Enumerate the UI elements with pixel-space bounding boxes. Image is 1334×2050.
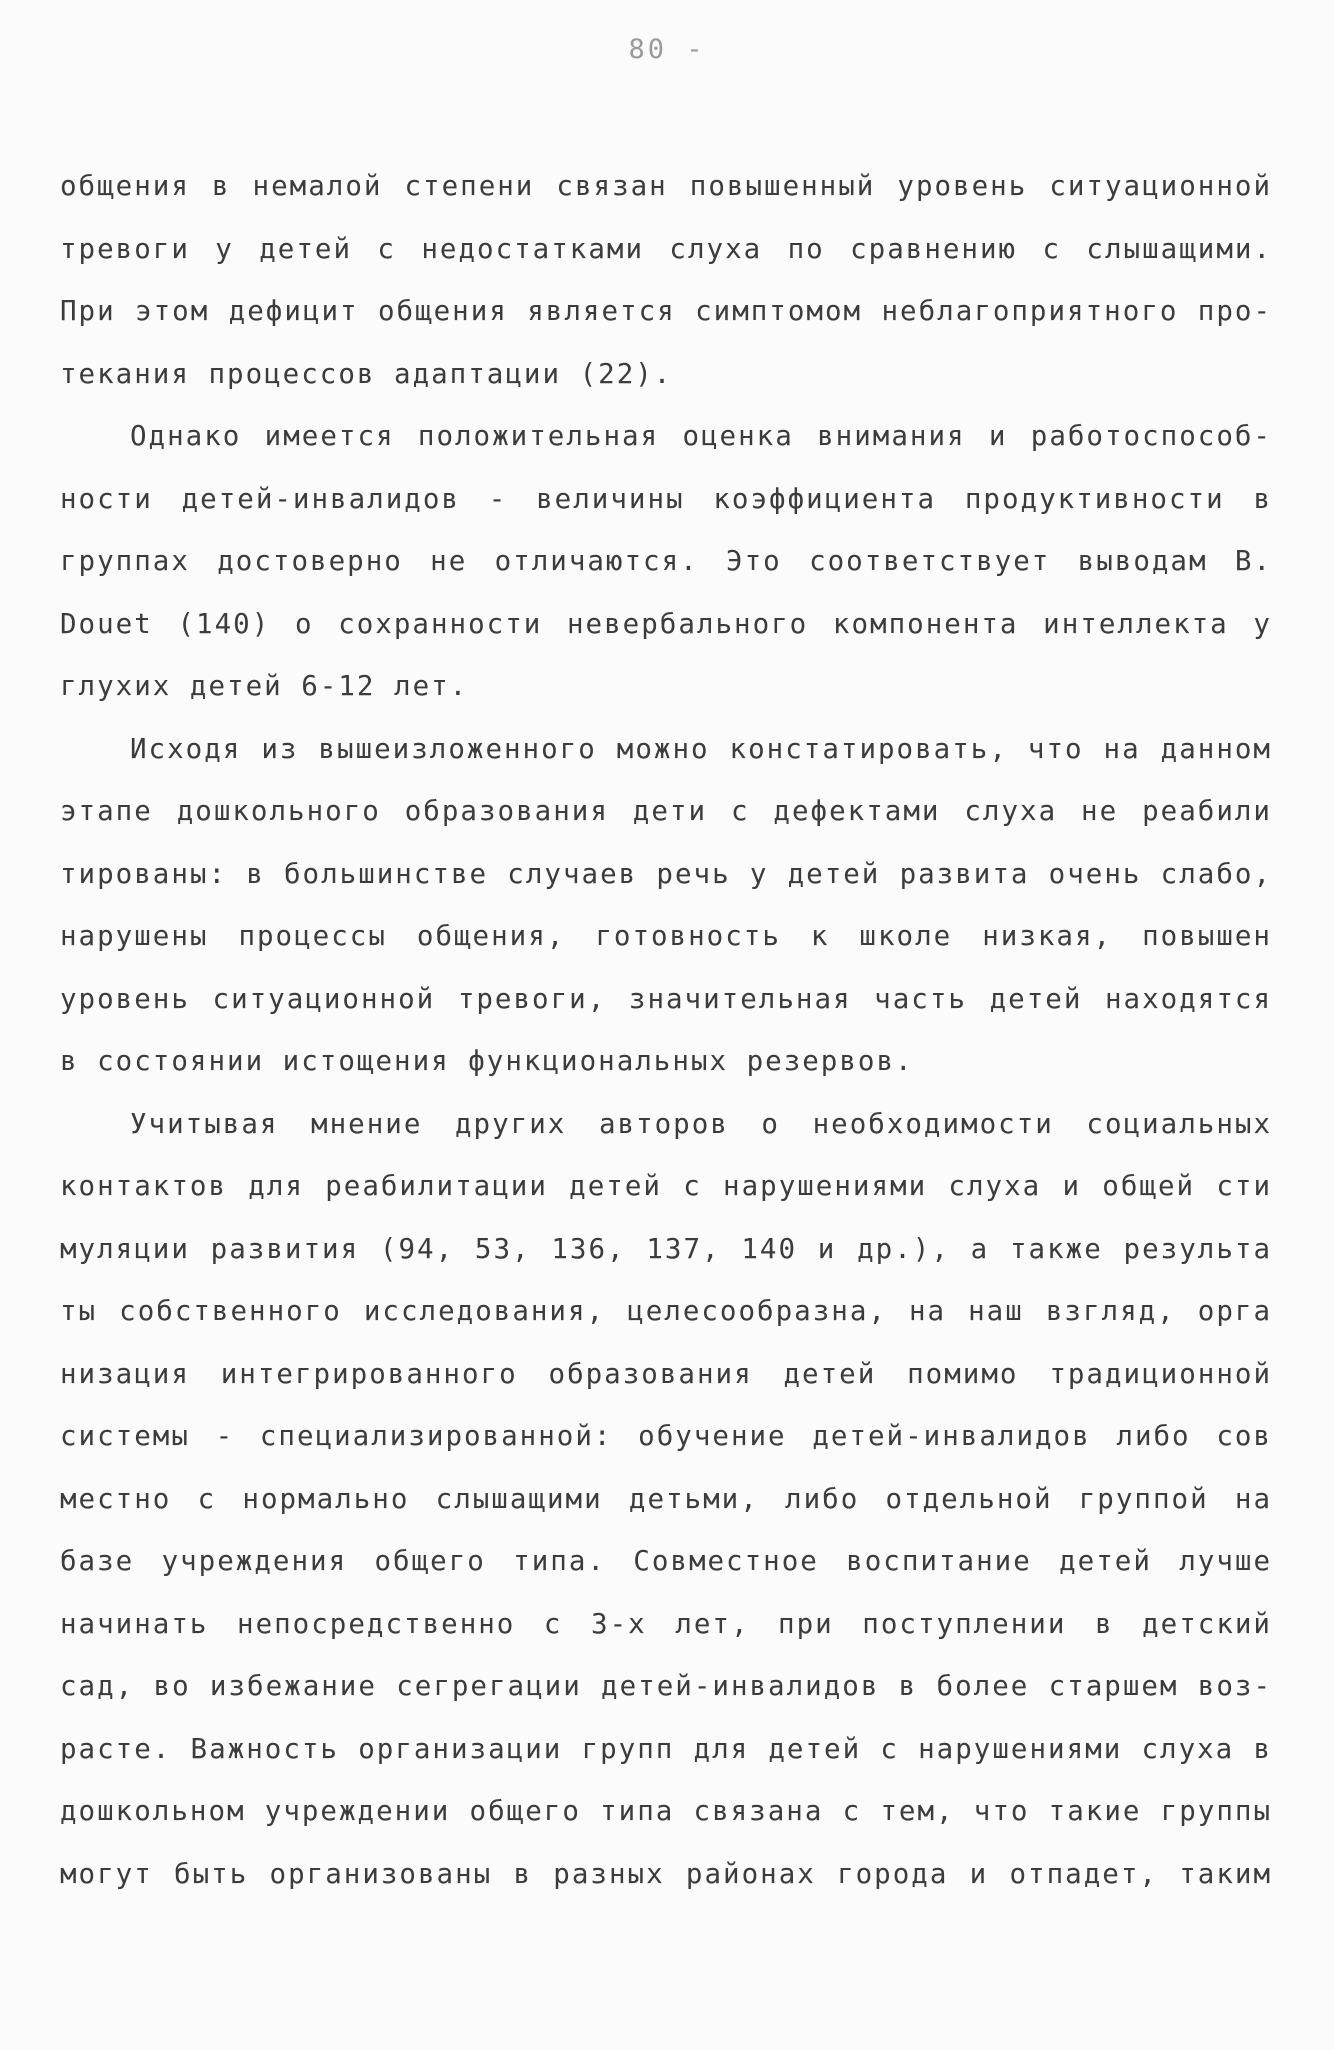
text-line: контактов для реабилитации детей с нарушениями слуха и общей сти: [60, 1170, 1272, 1202]
text-line: низация интегрированного образования детей помимо традиционной: [60, 1357, 1272, 1390]
text-line: При этом дефицит общения является симптомом неблагоприятного про-: [60, 295, 1272, 327]
text-line: уровень ситуационной тревоги, значительная часть детей находятся: [60, 982, 1272, 1015]
text-line: местно с нормально слышащими детьми, либо отдельной группой на: [60, 1482, 1272, 1515]
body-text: [60, 155, 1272, 1905]
text-line: нарушены процессы общения, готовность к школе низкая, повышен: [60, 920, 1272, 952]
text-line: ты собственного исследования, целесообразна, на наш взгляд, орга: [60, 1295, 1272, 1327]
text-line: дошкольном учреждении общего типа связана с тем, что такие группы: [60, 1795, 1272, 1827]
text-line: глухих детей 6-12 лет.: [60, 670, 469, 702]
text-line: Учитывая мнение других авторов о необходимости социальных: [130, 1107, 1272, 1140]
text-line: Douet (140) о сохранности невербального компонента интеллекта у: [60, 607, 1272, 640]
text-line: сад, во избежание сегрегации детей-инвалидов в более старшем воз-: [60, 1670, 1272, 1702]
text-line: базе учреждения общего типа. Совместное воспитание детей лучше: [60, 1545, 1272, 1577]
text-line: в состоянии истощения функциональных резервов.: [60, 1045, 914, 1077]
text-line: общения в немалой степени связан повышенный уровень ситуационной: [60, 170, 1272, 202]
text-line: Однако имеется положительная оценка внимания и работоспособ-: [130, 420, 1272, 452]
text-line: текания процессов адаптации (22).: [60, 357, 673, 390]
text-line: тированы: в большинстве случаев речь у детей развита очень слабо,: [60, 857, 1272, 890]
text-line: расте. Важность организации групп для детей с нарушениями слуха в: [60, 1732, 1272, 1765]
text-line: Исходя из вышеизложенного можно констатировать, что на данном: [130, 732, 1272, 765]
text-line: муляции развития (94, 53, 136, 137, 140 и др.), а также результа: [60, 1232, 1272, 1265]
text-line: могут быть организованы в разных районах города и отпадет, таким: [60, 1857, 1272, 1890]
text-line: начинать непосредственно с 3-х лет, при поступлении в детский: [60, 1607, 1272, 1640]
text-line: группах достоверно не отличаются. Это соответствует выводам В.: [60, 545, 1272, 577]
text-line: системы - специализированной: обучение детей-инвалидов либо сов: [60, 1420, 1272, 1452]
page-number: 80 -: [628, 34, 706, 65]
text-line: ности детей-инвалидов - величины коэффициента продуктивности в: [60, 482, 1272, 515]
text-line: тревоги у детей с недостатками слуха по сравнению с слышащими.: [60, 232, 1272, 265]
text-line: этапе дошкольного образования дети с дефектами слуха не реабили: [60, 795, 1272, 827]
